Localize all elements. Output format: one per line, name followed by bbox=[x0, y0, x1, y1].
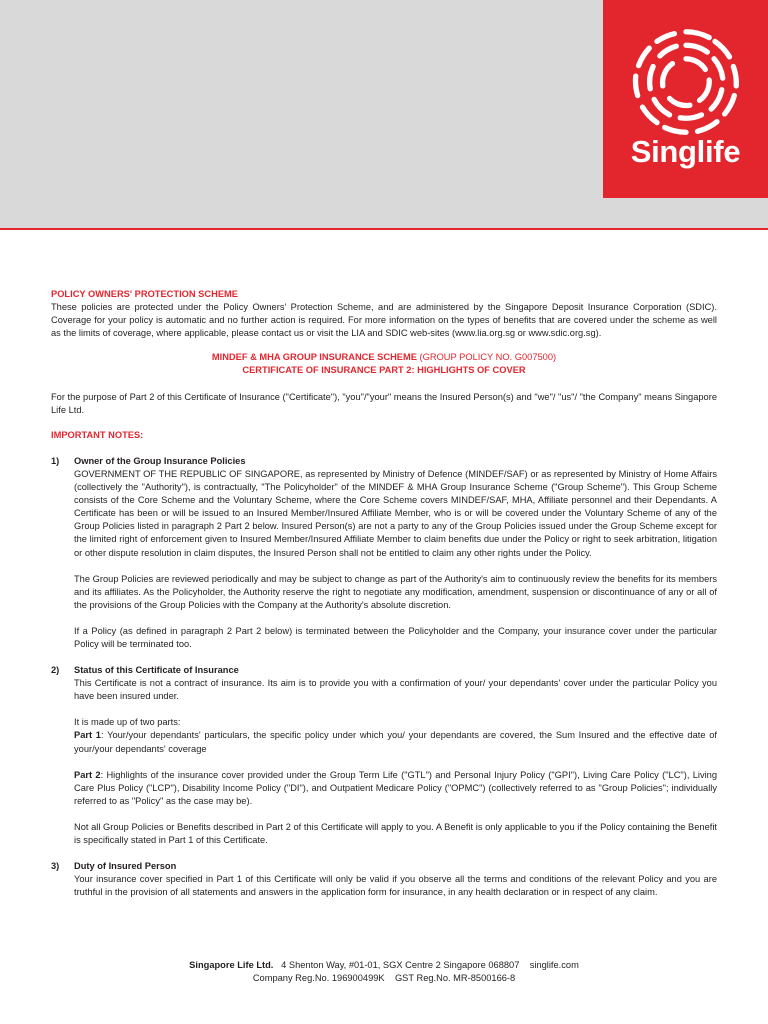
section-paragraph: GOVERNMENT OF THE REPUBLIC OF SINGAPORE, as represented by Ministry of Defence (MINDEF/SAF) or as represented by Ministry of Home Affairs (collectively the "Authority"), is contractually, "The Policyholder" of the MINDEF & MHA Group Insurance Scheme ("Group Scheme"). This Group Scheme consists of the Core Scheme and the Voluntary Scheme, where the Core Scheme covers MINDEF/SAF, MHA, Affiliate personnel and their Dependants. A Certificate has been or will be issued to an Insured Member/Insured Affiliate Member, who is or will be covered under the Voluntary Scheme of any of the Group Policies listed in paragraph 2 Part 2 below. Insured Person(s) are not a party to any of the Group Policies issued under the Group Scheme except for the limited right of enforcement given to Insured Member/Insured Affiliate Member to claim benefits due under the Policy or right to seek arbitration, litigation or other dispute resolution in claim disputes, the Insured Person shall not be entitled to claim any other rights under the Policy. bbox=[74, 468, 717, 558]
footer-company: Singapore Life Ltd. bbox=[189, 960, 274, 970]
footer-line-1 bbox=[0, 959, 768, 972]
header-divider bbox=[0, 228, 768, 230]
part1-label: Part 1 bbox=[74, 730, 101, 741]
section-number: 3) bbox=[51, 861, 60, 872]
pops-title: POLICY OWNERS' PROTECTION SCHEME bbox=[51, 289, 238, 299]
brand-wordmark: Singlife bbox=[630, 134, 741, 169]
section-paragraph: Not all Group Policies or Benefits described in Part 2 of this Certificate will apply to you. A Benefit is only applicable to you if the Policy containing the Benefit is specifically stated in Part 1 of this Certificate. bbox=[74, 821, 717, 845]
made-up-line: It is made up of two parts: bbox=[74, 717, 181, 728]
pops-body: These policies are protected under the Policy Owners' Protection Scheme, and are administered by the Singapore Deposit Insurance Corporation (SDIC). Coverage for your policy is automatic and no further action is required. For more information on the types of benefits that are covered under the scheme as well as the limits of coverage, where applicable, please contact us or visit the LIA and SDIC web-sites (www.lia.org.sg or www.sdic.org.sg). bbox=[51, 302, 717, 339]
section-paragraph bbox=[74, 769, 717, 808]
part2-label: Part 2 bbox=[74, 769, 101, 780]
section-heading: Duty of Insured Person bbox=[74, 861, 177, 872]
footer-website: singlife.com bbox=[529, 960, 579, 970]
footer-line-2 bbox=[0, 972, 768, 985]
part1-text: : Your/your dependants' particulars, the specific policy under which you/ your dependants are covered, the Sum Insured and the effective date of your/your dependants' coverage bbox=[74, 730, 717, 754]
part2-text: : Highlights of the insurance cover provided under the Group Term Life ("GTL") and Personal Injury Policy ("GPI"), Living Care Policy ("LC"), Living Care Plus Policy ("LCP"), Disability Income Policy ("DI"), and Outpatient Medicare Policy ("OPMC") (collectively referred to as "Group Policies"; individually referred to as "Policy" as the case may be). bbox=[74, 769, 717, 806]
certificate-subtitle: CERTIFICATE OF INSURANCE PART 2: HIGHLIGHTS OF COVER bbox=[242, 365, 526, 376]
section-paragraph: This Certificate is not a contract of insurance. Its aim is to provide you with a confirmation of your/ your dependants' cover under the particular Policy you have been insured under. bbox=[74, 678, 717, 702]
section-duty bbox=[51, 860, 717, 899]
section-heading: Status of this Certificate of Insurance bbox=[74, 665, 239, 676]
page-footer bbox=[0, 959, 768, 985]
section-paragraph: If a Policy (as defined in paragraph 2 Part 2 below) is terminated between the Policyholder and the Company, your insurance cover under the particular Policy will be terminated too. bbox=[74, 625, 717, 649]
footer-company-reg: Company Reg.No. 196900499K bbox=[252, 973, 385, 984]
scheme-header bbox=[51, 351, 717, 377]
section-paragraph: The Group Policies are reviewed periodically and may be subject to change as part of the Authority's aim to continuously review the benefits for its members and its affiliates. As the Policyholder, the Authority reserve the right to negotiate any modification, amendment, suspension or discontinuance of any or all of the provisions of the Group Policies with the Company at the Authority's absolute discretion. bbox=[74, 573, 717, 610]
singlife-logo bbox=[603, 0, 768, 198]
section-paragraph bbox=[74, 716, 717, 755]
document-body bbox=[51, 288, 717, 899]
footer-gst-reg: GST Reg.No. MR-8500166-8 bbox=[394, 973, 516, 984]
scheme-name: MINDEF & MHA GROUP INSURANCE SCHEME bbox=[211, 352, 417, 363]
section-paragraph: Your insurance cover specified in Part 1 of this Certificate will only be valid if you observe all the terms and conditions of the relevant Policy and you are truthful in the provision of all statements and answers in the application form for insurance, in any health declaration or in respect of any claim. bbox=[74, 874, 717, 898]
definition-paragraph: For the purpose of Part 2 of this Certificate of Insurance ("Certificate"), "you"/"your" means the Insured Person(s) and "we"/ "us"/ "the Company" means Singapore Life Ltd. bbox=[51, 391, 717, 415]
section-status bbox=[51, 664, 717, 847]
important-notes-title: IMPORTANT NOTES: bbox=[51, 429, 144, 440]
singlife-swirl-icon bbox=[628, 24, 744, 140]
scheme-policy-number: (GROUP POLICY NO. G007500) bbox=[419, 352, 557, 363]
section-number: 2) bbox=[51, 665, 60, 676]
section-number: 1) bbox=[51, 455, 60, 466]
footer-address: 4 Shenton Way, #01-01, SGX Centre 2 Singapore 068807 bbox=[281, 960, 520, 970]
section-heading: Owner of the Group Insurance Policies bbox=[74, 455, 246, 466]
section-owner bbox=[51, 455, 717, 651]
